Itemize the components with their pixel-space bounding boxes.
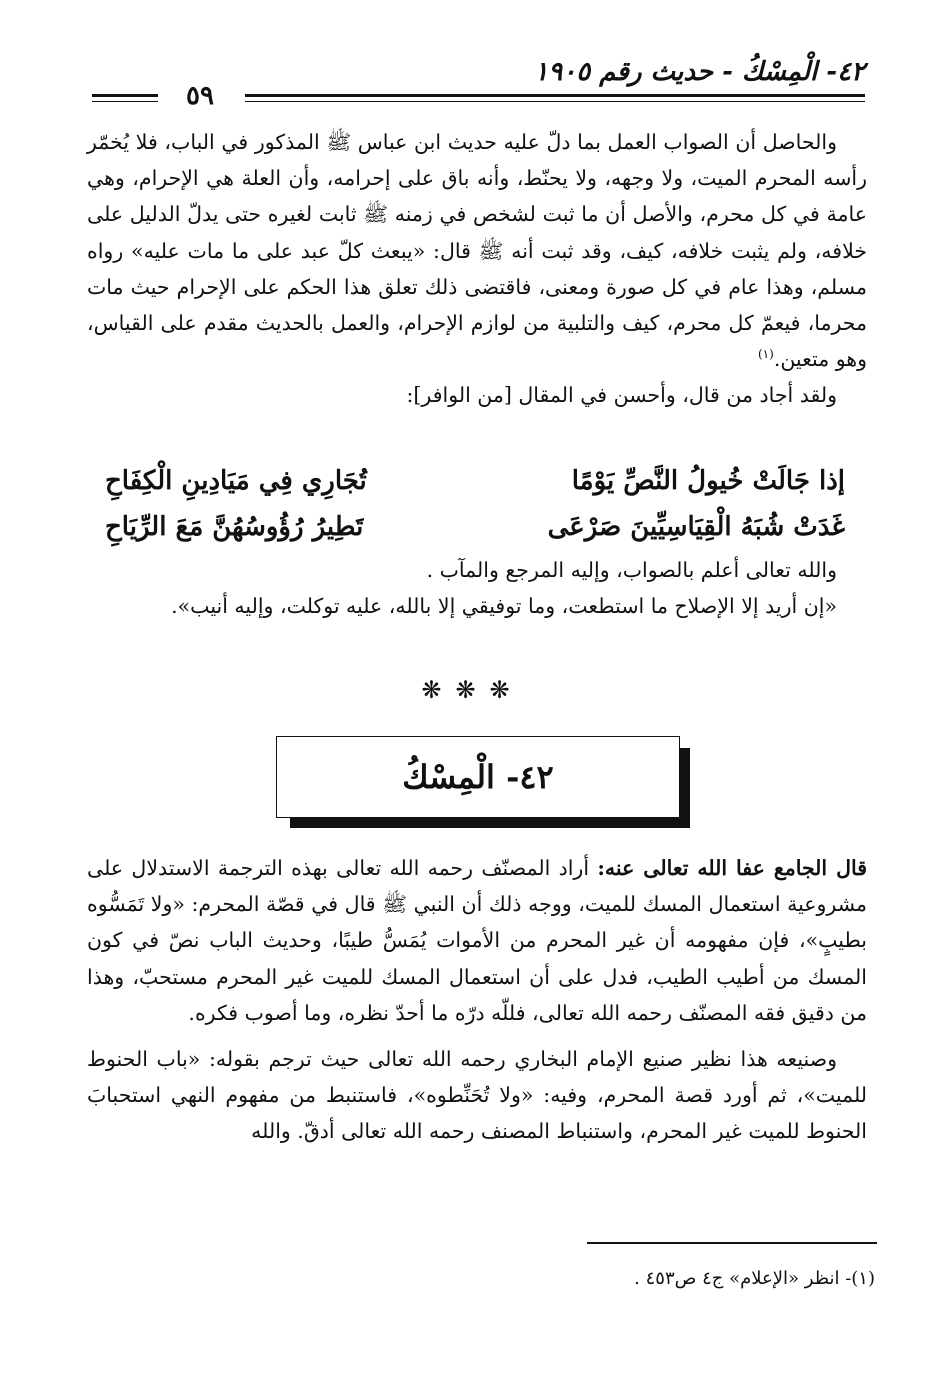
poem-hemistich-first: إذا جَالَتْ خُيولُ النَّصِّ يَوْمًا xyxy=(571,466,845,496)
closing-line: والله تعالى أعلم بالصواب، وإليه المرجع والمآب . xyxy=(426,558,837,582)
chapter-heading-box xyxy=(276,736,680,818)
poem-hemistich-second: تُجَارِي فِي مَيَادِينِ الْكِفَاحِ xyxy=(105,466,367,496)
paragraph xyxy=(87,850,867,1031)
page-number: ٥٩ xyxy=(186,81,214,111)
header-rule-short xyxy=(92,94,158,102)
chapter-title: ٤٢- الْمِسْكُ xyxy=(402,758,554,796)
header-rule-long xyxy=(245,94,865,102)
poem-intro: ولقد أجاد من قال، وأحسن في المقال [من الوافر]: xyxy=(406,383,837,408)
footnote: (١)- انظر «الإعلام» ج٤ ص٤٥٣ . xyxy=(634,1268,875,1289)
poem-hemistich-second: تَطِيرُ رُؤُوسُهُنَّ مَعَ الرِّيَاحِ xyxy=(105,512,364,542)
section-separator: ❋❋❋ xyxy=(421,676,524,704)
quran-quote: «إن أريد إلا الإصلاح ما استطعت، وما توفيقي إلا بالله، عليه توكلت، وإليه أنيب». xyxy=(171,594,837,619)
poem-line xyxy=(105,502,845,552)
footnote-marker: (١) xyxy=(757,347,774,362)
running-title: ٤٢- الْمِسْكُ - حديث رقم ١٩٠٥ xyxy=(534,57,865,87)
poem-line xyxy=(105,456,845,506)
paragraph: وصنيعه هذا نظير صنيع الإمام البخاري رحمه الله تعالى حيث ترجم بقوله: «باب الحنوط للميت»، ثم أورد قصة المحرم، وفيه: «ولا تُحَنِّطوه»، فاستنبط من مفهوم النهي استحبابَ الحنوط للميت غير المحرم، واستنباط المصنف رحمه الله تعالى أدقّ. والله xyxy=(87,1047,867,1144)
footnote-rule xyxy=(587,1242,877,1244)
section2-body xyxy=(87,850,867,1150)
poem-hemistich-first: غَدَتْ شُبَهُ الْقِيَاسِيِّينَ صَرْعَى xyxy=(547,512,845,542)
paragraph-lead: قال الجامع عفا الله تعالى عنه: xyxy=(597,856,868,880)
section1-body xyxy=(87,124,867,414)
paragraph-text: أراد المصنّف رحمه الله تعالى بهذه الترجمة الاستدلال على مشروعية استعمال المسك للميت، ووجه ذلك أن النبي ﷺ قال في قصّة المحرم: «ولا تَمَسُّوه بطيبٍ»، فإن مفهومه أن غير المحرم من الأموات يُمَسُّ طيبًا، وحديث الباب نصّ في كون المسك من أطيب الطيب، فدل على أن استعمال المسك للميت غير المحرم مستحبّ، وهذا من دقيق فقه المصنّف رحمه الله تعالى، فللّه درّه ما أحدّ نظره، وما أصوب فكره. xyxy=(87,856,867,1025)
paragraph xyxy=(87,124,867,377)
section1-closing xyxy=(87,552,867,624)
paragraph-text: والحاصل أن الصواب العمل بما دلّ عليه حديث ابن عباس ﷺ المذكور في الباب، فلا يُخمّر رأسه المحرم الميت، ولا وجهه، ولا يحنّط، وأنه باق على إحرامه، وأن العلة هي الإحرام، وهي عامة في كل محرم، والأصل أن ما ثبت لشخص في زمنه ﷺ ثابت لغيره حتى يدلّ الدليل على خلافه، ولم يثبت خلافه، كيف، وقد ثبت أنه ﷺ قال: «يبعث كلّ عبد على ما مات عليه» رواه مسلم، وهذا عام في كل صورة ومعنى، فاقتضى ذلك تعلق هذا الحكم على الإحرام حيث مات محرما، فيعمّ كل محرم، كيف والتلبية من لوازم الإحرام، والعمل بالحديث مقدم على القياس، وهو متعين. xyxy=(87,130,867,372)
